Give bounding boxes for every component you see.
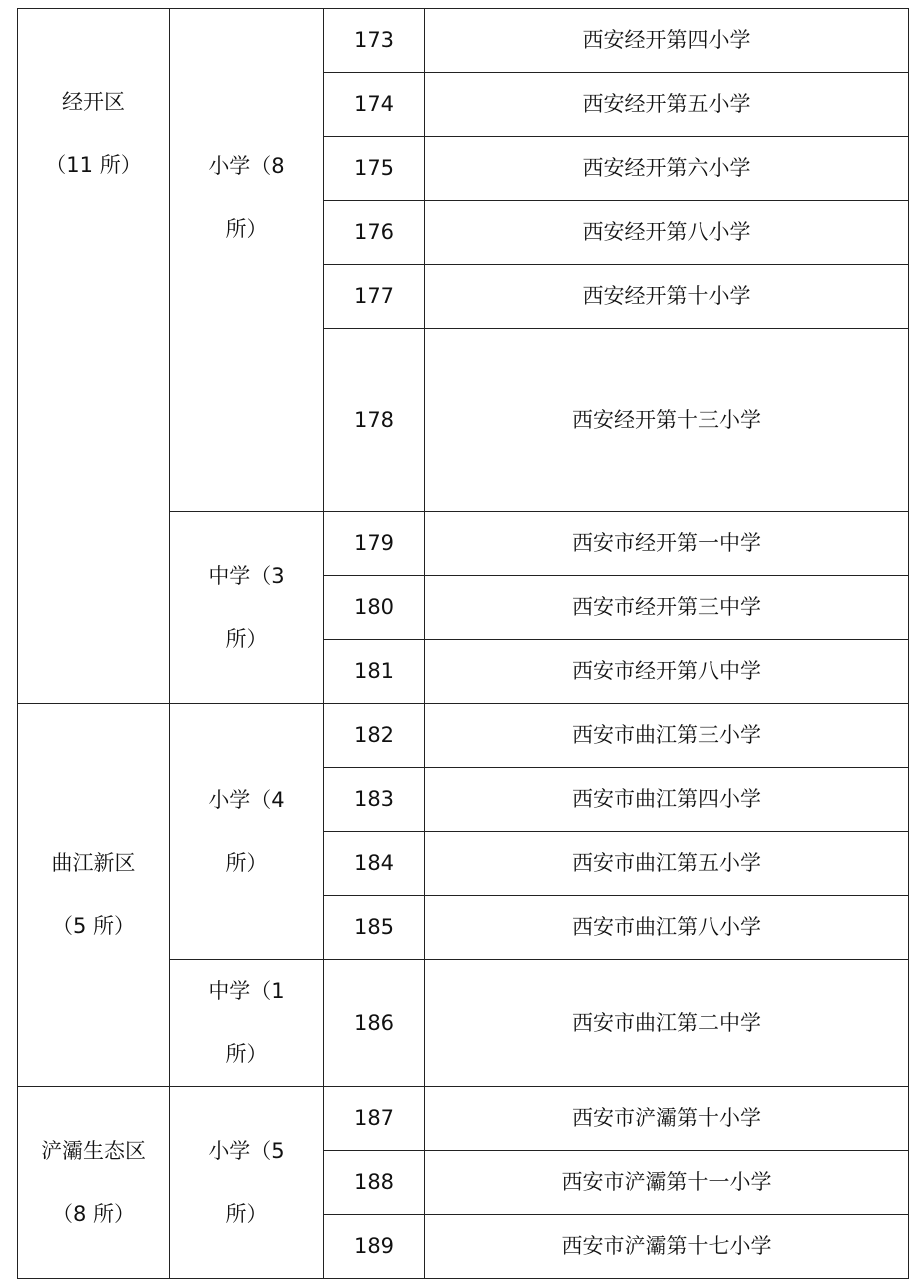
school-number: 174 xyxy=(324,73,425,137)
level-name: 小学（8 xyxy=(208,154,285,178)
level-name: 小学（5 xyxy=(208,1138,285,1163)
school-name: 西安市浐灞第十一小学 xyxy=(425,1151,909,1215)
school-name: 西安经开第六小学 xyxy=(425,137,909,201)
school-number: 183 xyxy=(324,768,425,832)
school-name: 西安市曲江第五小学 xyxy=(425,832,909,896)
school-number: 179 xyxy=(324,512,425,576)
area-count: （5 所） xyxy=(51,914,136,938)
area-cell xyxy=(18,9,170,704)
school-number: 180 xyxy=(324,576,425,640)
school-number: 187 xyxy=(324,1087,425,1151)
level-name: 中学（1 xyxy=(208,979,285,1003)
area-cell xyxy=(18,704,170,1087)
school-number: 177 xyxy=(324,265,425,329)
area-cell xyxy=(18,1087,170,1279)
school-number: 173 xyxy=(324,9,425,73)
school-name: 西安经开第四小学 xyxy=(425,9,909,73)
school-name: 西安经开第五小学 xyxy=(425,73,909,137)
level-count: 所） xyxy=(225,1201,268,1226)
school-number: 186 xyxy=(324,960,425,1087)
school-name: 西安市浐灞第十小学 xyxy=(425,1087,909,1151)
level-name: 小学（4 xyxy=(208,787,285,812)
school-name: 西安市曲江第三小学 xyxy=(425,704,909,768)
school-name: 西安经开第十小学 xyxy=(425,265,909,329)
school-number: 185 xyxy=(324,896,425,960)
school-number: 182 xyxy=(324,704,425,768)
level-cell xyxy=(170,1087,324,1279)
table-row xyxy=(18,1087,909,1151)
level-cell xyxy=(170,9,324,512)
area-count: （8 所） xyxy=(51,1201,136,1226)
level-cell xyxy=(170,512,324,704)
area-name: 经开区 xyxy=(62,90,125,114)
schools-table xyxy=(17,8,909,1279)
school-number: 181 xyxy=(324,640,425,704)
school-name: 西安市经开第八中学 xyxy=(425,640,909,704)
level-count: 所） xyxy=(225,1042,268,1066)
school-number: 184 xyxy=(324,832,425,896)
area-count: （11 所） xyxy=(45,153,142,177)
school-name: 西安市经开第三中学 xyxy=(425,576,909,640)
school-number: 188 xyxy=(324,1151,425,1215)
level-count: 所） xyxy=(225,626,268,651)
school-number: 178 xyxy=(324,329,425,512)
table-row xyxy=(18,9,909,73)
area-name: 曲江新区 xyxy=(51,851,136,875)
school-name: 西安市经开第一中学 xyxy=(425,512,909,576)
level-cell xyxy=(170,960,324,1087)
school-name: 西安市曲江第四小学 xyxy=(425,768,909,832)
level-count: 所） xyxy=(225,850,268,875)
school-name: 西安市曲江第八小学 xyxy=(425,896,909,960)
school-number: 175 xyxy=(324,137,425,201)
school-number: 189 xyxy=(324,1215,425,1279)
level-cell xyxy=(170,704,324,960)
school-number: 176 xyxy=(324,201,425,265)
level-name: 中学（3 xyxy=(208,563,285,588)
level-count: 所） xyxy=(225,217,268,241)
school-name: 西安市曲江第二中学 xyxy=(425,960,909,1087)
school-name: 西安经开第八小学 xyxy=(425,201,909,265)
school-name: 西安市浐灞第十七小学 xyxy=(425,1215,909,1279)
school-name: 西安经开第十三小学 xyxy=(425,329,909,512)
table-row xyxy=(18,704,909,768)
area-name: 浐灞生态区 xyxy=(41,1138,146,1163)
